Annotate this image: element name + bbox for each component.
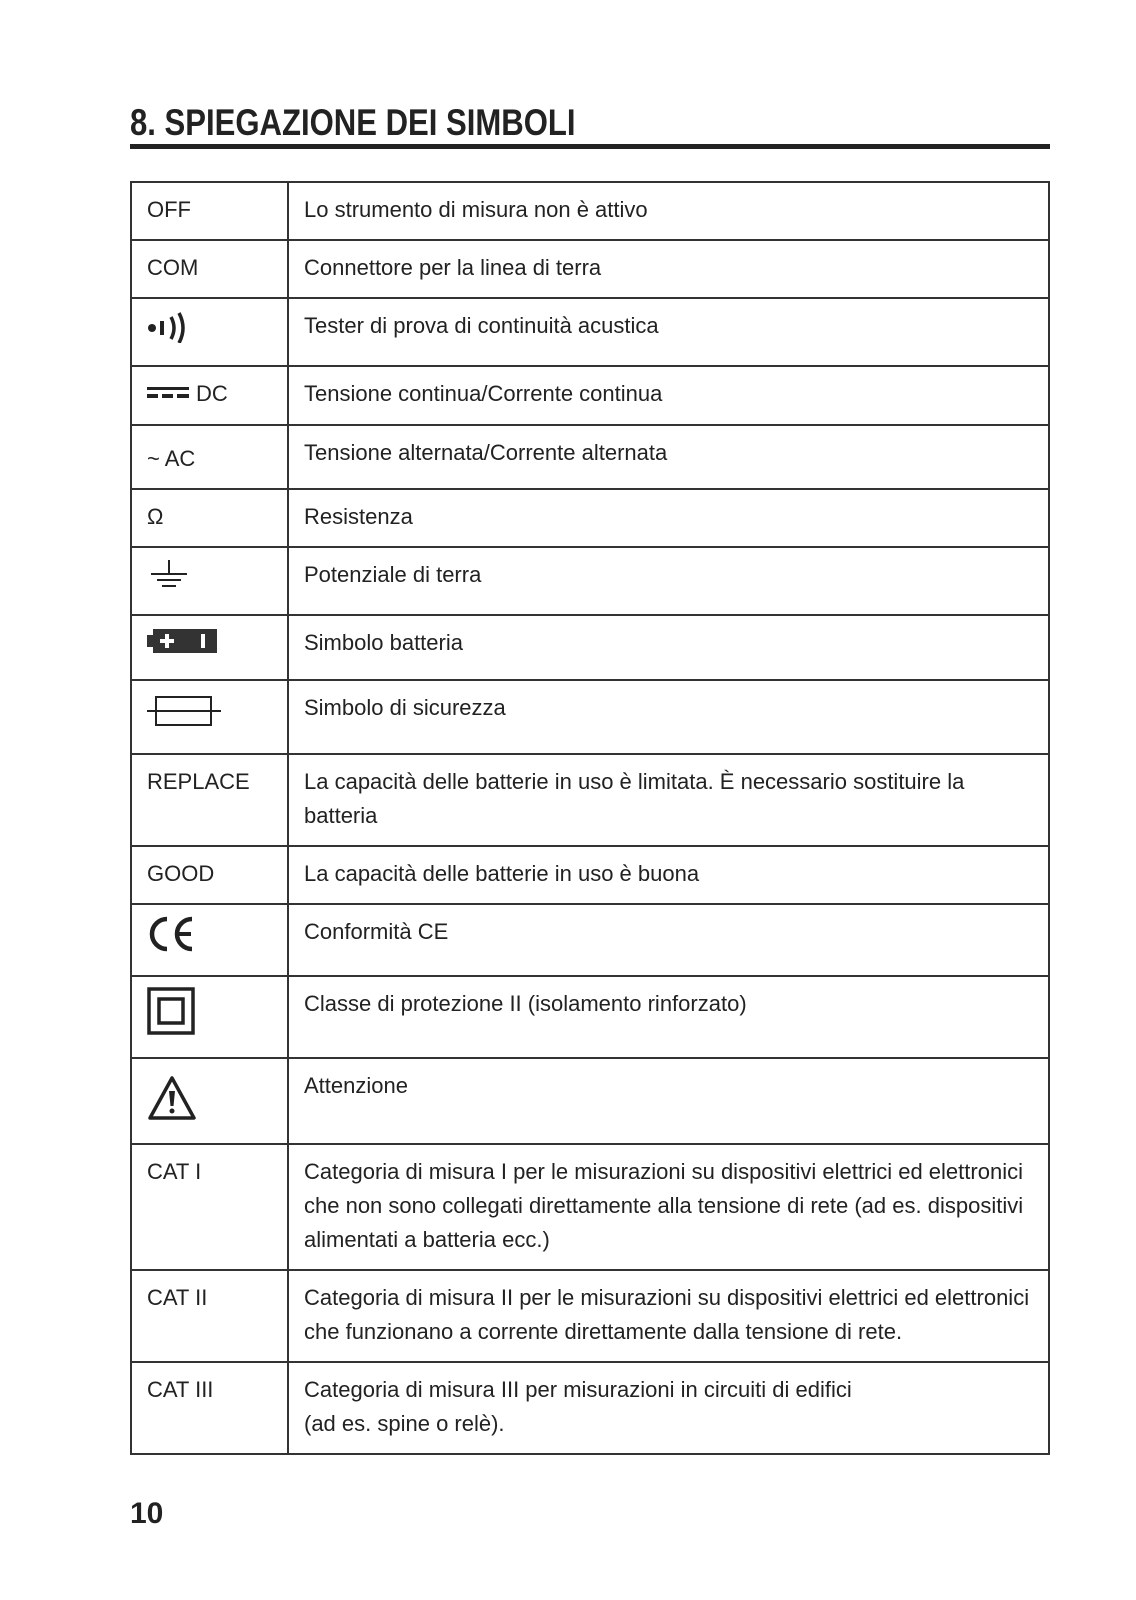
table-row	[131, 425, 1049, 489]
symbol-cell	[131, 182, 288, 240]
description-cell: Potenziale di terra	[288, 547, 1049, 615]
symbol-label: ~ AC	[147, 446, 196, 472]
description-cell: Tensione continua/Corrente continua	[288, 366, 1049, 425]
symbol-cell	[131, 615, 288, 680]
title-rule	[130, 144, 1050, 149]
table-row	[131, 240, 1049, 298]
description-cell: Lo strumento di misura non è attivo	[288, 182, 1049, 240]
symbol-label: COM	[147, 255, 199, 280]
symbol-cell	[131, 1058, 288, 1144]
description-cell: Connettore per la linea di terra	[288, 240, 1049, 298]
table-row	[131, 182, 1049, 240]
description-cell: Attenzione	[288, 1058, 1049, 1144]
warning-triangle-icon	[147, 1075, 197, 1131]
fuse-icon	[147, 691, 223, 741]
description-cell: Classe di protezione II (isolamento rinforzato)	[288, 976, 1049, 1058]
table-row	[131, 547, 1049, 615]
symbol-cell	[131, 1362, 288, 1454]
symbol-cell	[131, 1270, 288, 1362]
description-cell: Categoria di misura I per le misurazioni su dispositivi elettrici ed elettronici che non sono collegati direttamente alla tensione di rete (ad es. dispositivi alimentati a batteria ecc.)	[288, 1144, 1049, 1270]
table-row	[131, 904, 1049, 976]
symbol-cell	[131, 904, 288, 976]
continuity-beeper-icon	[147, 309, 191, 353]
table-row	[131, 489, 1049, 547]
symbol-label: CAT I	[147, 1159, 202, 1185]
ground-icon	[147, 558, 191, 602]
table-row	[131, 1058, 1049, 1144]
symbol-cell	[131, 489, 288, 547]
symbol-cell	[131, 754, 288, 846]
symbol-label: Ω	[147, 504, 164, 530]
symbol-cell	[131, 547, 288, 615]
symbol-cell	[131, 366, 288, 425]
description-cell: Tester di prova di continuità acustica	[288, 298, 1049, 366]
table-row	[131, 976, 1049, 1058]
description-line: (ad es. spine o relè).	[304, 1411, 505, 1437]
symbol-cell	[131, 425, 288, 489]
description-cell: Simbolo batteria	[288, 615, 1049, 680]
symbol-cell	[131, 240, 288, 298]
symbol-cell	[131, 1144, 288, 1270]
symbol-label: CAT II	[147, 1285, 208, 1311]
table-row	[131, 298, 1049, 366]
table-row	[131, 754, 1049, 846]
description-line: Categoria di misura III per misurazioni in circuiti di edifici	[304, 1377, 852, 1403]
description-cell: Categoria di misura II per le misurazioni su dispositivi elettrici ed elettronici che funzionano a corrente direttamente dalla tensione di rete.	[288, 1270, 1049, 1362]
symbol-label: REPLACE	[147, 769, 250, 795]
table-row	[131, 1144, 1049, 1270]
table-row	[131, 1362, 1049, 1454]
table-row	[131, 1270, 1049, 1362]
ce-mark-icon	[147, 915, 197, 963]
page-title: 8. SPIEGAZIONE DEI SIMBOLI	[130, 102, 576, 143]
description-cell: Simbolo di sicurezza	[288, 680, 1049, 754]
description-cell: La capacità delle batterie in uso è limitata. È necessario sostituire la batteria	[288, 754, 1049, 846]
symbol-label: DC	[196, 381, 228, 406]
double-insulation-icon	[147, 987, 195, 1045]
description-cell: Tensione alternata/Corrente alternata	[288, 425, 1049, 489]
symbol-cell	[131, 680, 288, 754]
table-row	[131, 680, 1049, 754]
battery-icon	[147, 626, 219, 666]
symbol-cell	[131, 298, 288, 366]
table-row	[131, 615, 1049, 680]
symbol-label: OFF	[147, 197, 191, 222]
symbols-table	[130, 181, 1050, 1455]
description-cell: Resistenza	[288, 489, 1049, 547]
symbol-cell	[131, 846, 288, 904]
table-row	[131, 366, 1049, 425]
symbol-label: CAT III	[147, 1377, 214, 1403]
description-cell: Conformità CE	[288, 904, 1049, 976]
table-row	[131, 846, 1049, 904]
symbol-label: GOOD	[147, 861, 215, 887]
dc-symbol-icon	[147, 378, 191, 412]
description-cell	[288, 1362, 1049, 1454]
description-cell: La capacità delle batterie in uso è buona	[288, 846, 1049, 904]
page-number: 10	[130, 1497, 164, 1530]
symbol-cell	[131, 976, 288, 1058]
